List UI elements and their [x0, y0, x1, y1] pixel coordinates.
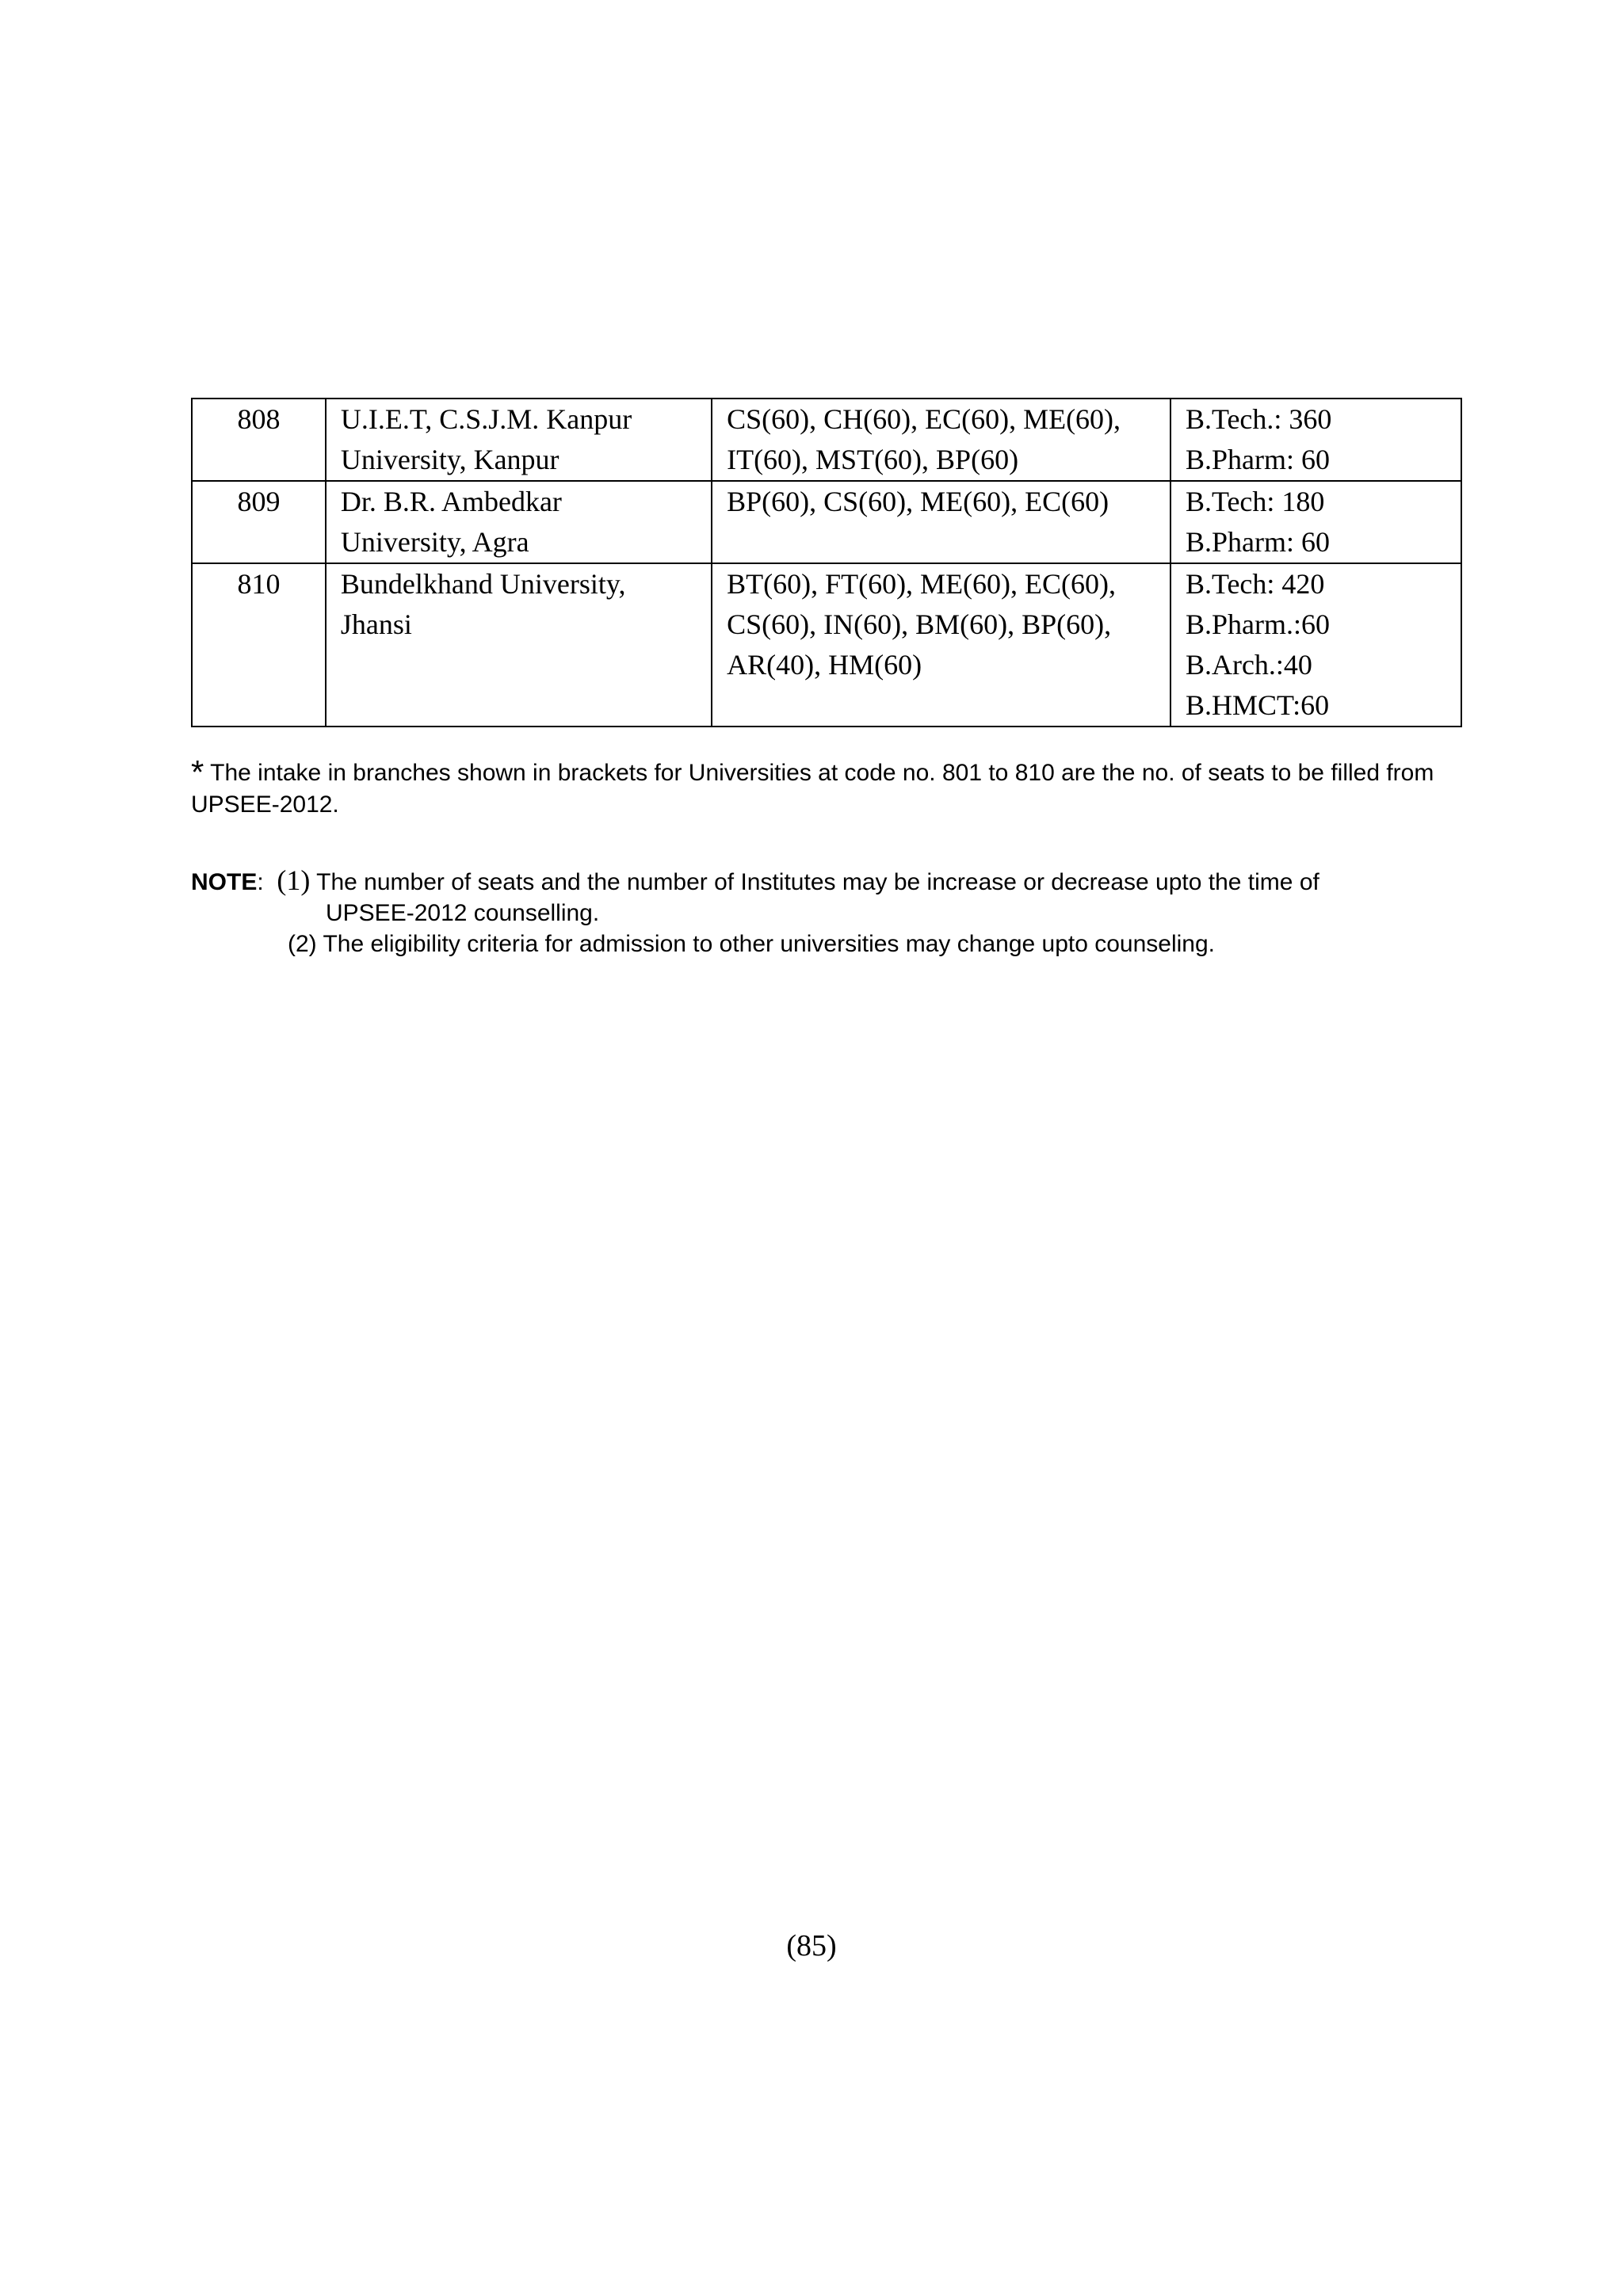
- asterisk-marker: *: [191, 753, 204, 791]
- footnote-text: The intake in branches shown in brackets for Universities at code no. 801 to 810 are the no. of seats to be filled from UPSEE-2012.: [191, 760, 1434, 818]
- institute-code: 808: [192, 399, 326, 481]
- note-label: NOTE: [191, 869, 258, 895]
- institute-name: U.I.E.T, C.S.J.M. Kanpur University, Kanpur: [326, 399, 712, 481]
- institute-name: Dr. B.R. Ambedkar University, Agra: [326, 481, 712, 563]
- total-intake: B.Tech: 180 B.Pharm: 60: [1170, 481, 1461, 563]
- note-first-item: NOTE: (1) The number of seats and the number of Institutes may be increase or decrease upto the time of: [191, 864, 1319, 896]
- intake-footnote: [191, 753, 1467, 821]
- branch-list: CS(60), CH(60), EC(60), ME(60), IT(60), MST(60), BP(60): [712, 399, 1170, 481]
- table-row: [192, 563, 1461, 727]
- note-section: [191, 865, 1491, 959]
- institute-name: Bundelkhand University, Jhansi: [326, 563, 712, 727]
- total-intake: B.Tech: 420 B.Pharm.:60 B.Arch.:40 B.HMCT:60: [1170, 563, 1461, 727]
- institute-code: 809: [192, 481, 326, 563]
- institute-code: 810: [192, 563, 326, 727]
- note-item-number: (1): [277, 864, 311, 896]
- note-item-continuation: UPSEE-2012 counselling.: [326, 900, 600, 926]
- total-intake: B.Tech.: 360 B.Pharm: 60: [1170, 399, 1461, 481]
- branch-list: BT(60), FT(60), ME(60), EC(60), CS(60), IN(60), BM(60), BP(60), AR(40), HM(60): [712, 563, 1170, 727]
- branch-list: BP(60), CS(60), ME(60), EC(60): [712, 481, 1170, 563]
- note-item-text: The number of seats and the number of Institutes may be increase or decrease upto the time of: [310, 869, 1319, 895]
- table-row: [192, 481, 1461, 563]
- page-number: (85): [786, 1929, 837, 1962]
- note-second-item: (2) The eligibility criteria for admission to other universities may change upto counseling.: [288, 931, 1216, 957]
- table-row: [192, 399, 1461, 481]
- seat-intake-table: [191, 398, 1462, 727]
